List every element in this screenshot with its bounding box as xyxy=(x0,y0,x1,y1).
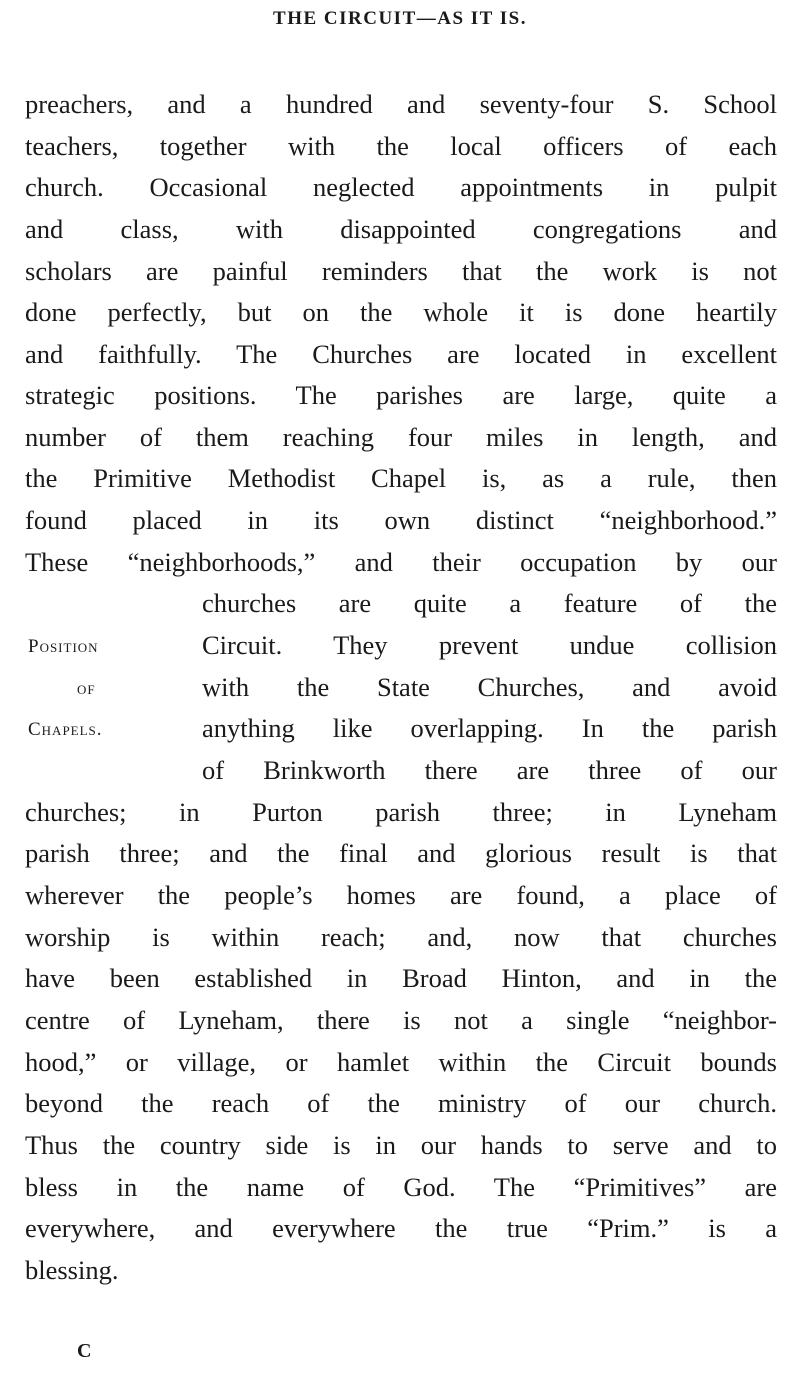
sidenote-position: Position xyxy=(28,636,99,657)
text-line-12: These “neighborhoods,” and their occupation by our xyxy=(25,547,777,577)
text-line-1: preachers, and a hundred and seventy-four S. School xyxy=(25,89,777,119)
text-line-17: of Brinkworth there are three of our xyxy=(202,755,777,785)
text-line-13: churches are quite a feature of the xyxy=(202,588,777,618)
text-line-26: Thus the country side is in our hands to serve and to xyxy=(25,1130,777,1160)
text-line-5: scholars are painful reminders that the work is not xyxy=(25,256,777,286)
text-line-3: church. Occasional neglected appointments in pulpit xyxy=(25,172,777,202)
text-line-10: the Primitive Methodist Chapel is, as a rule, then xyxy=(25,463,777,493)
text-line-15: with the State Churches, and avoid xyxy=(202,672,777,702)
text-line-11: found placed in its own distinct “neighborhood.” xyxy=(25,505,777,535)
text-line-6: done perfectly, but on the whole it is done heartily xyxy=(25,297,777,327)
running-head: THE CIRCUIT—AS IT IS. xyxy=(273,8,527,29)
sidenote-chapels: Chapels. xyxy=(28,719,103,740)
text-line-29: blessing. xyxy=(25,1255,119,1285)
text-line-28: everywhere, and everywhere the true “Prim.” is a xyxy=(25,1213,777,1243)
text-line-8: strategic positions. The parishes are large, quite a xyxy=(25,380,777,410)
text-line-20: wherever the people’s homes are found, a place of xyxy=(25,880,777,910)
text-line-4: and class, with disappointed congregations and xyxy=(25,214,777,244)
text-line-22: have been established in Broad Hinton, and in the xyxy=(25,963,777,993)
text-line-18: churches; in Purton parish three; in Lyneham xyxy=(25,797,777,827)
signature-mark: C xyxy=(77,1340,92,1362)
text-line-25: beyond the reach of the ministry of our church. xyxy=(25,1088,777,1118)
text-line-9: number of them reaching four miles in length, and xyxy=(25,422,777,452)
text-line-23: centre of Lyneham, there is not a single “neighbor- xyxy=(25,1005,777,1035)
text-line-2: teachers, together with the local officers of each xyxy=(25,131,777,161)
text-line-19: parish three; and the final and glorious result is that xyxy=(25,838,777,868)
text-line-21: worship is within reach; and, now that churches xyxy=(25,922,777,952)
text-line-16: anything like overlapping. In the parish xyxy=(202,713,777,743)
text-line-14: Circuit. They prevent undue collision xyxy=(202,630,777,660)
text-line-27: bless in the name of God. The “Primitives” are xyxy=(25,1172,777,1202)
sidenote-of: of xyxy=(77,678,96,699)
text-line-24: hood,” or village, or hamlet within the Circuit bounds xyxy=(25,1047,777,1077)
text-line-7: and faithfully. The Churches are located in excellent xyxy=(25,339,777,369)
